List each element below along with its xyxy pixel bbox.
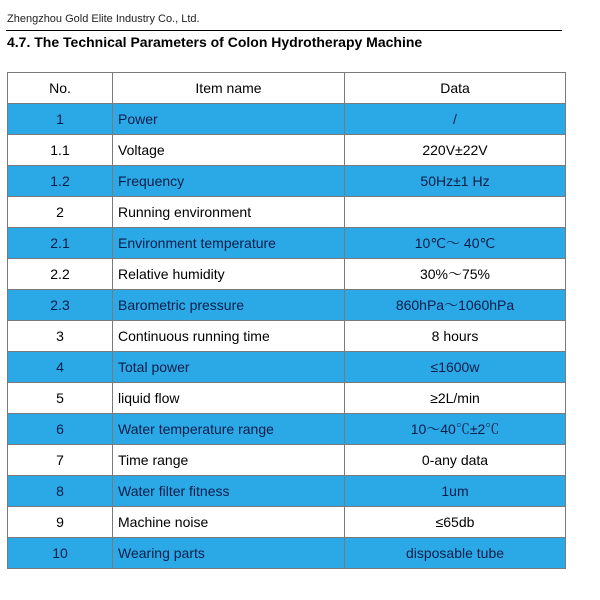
cell-item-name: Environment temperature [113, 228, 345, 259]
table-row [8, 445, 566, 476]
technical-parameters-table [7, 72, 566, 569]
cell-no: 7 [8, 445, 113, 476]
cell-item-name: Wearing parts [113, 538, 345, 569]
cell-data: ≤65db [345, 507, 566, 538]
cell-data: 0-any data [345, 445, 566, 476]
cell-data: 1um [345, 476, 566, 507]
cell-item-name: Total power [113, 352, 345, 383]
table-row [8, 135, 566, 166]
cell-no: 6 [8, 414, 113, 445]
cell-item-name: Continuous running time [113, 321, 345, 352]
table-row [8, 538, 566, 569]
cell-no: 5 [8, 383, 113, 414]
cell-data: 8 hours [345, 321, 566, 352]
section-title: 4.7. The Technical Parameters of Colon Hydrotherapy Machine [7, 34, 423, 50]
company-name: Zhengzhou Gold Elite Industry Co., Ltd. [7, 13, 200, 25]
cell-data: 860hPa～1060hPa [345, 290, 566, 321]
column-header-item-name: Item name [113, 73, 345, 104]
column-header-no: No. [8, 73, 113, 104]
cell-item-name: Relative humidity [113, 259, 345, 290]
cell-item-name: Water filter fitness [113, 476, 345, 507]
cell-data: ≥2L/min [345, 383, 566, 414]
table-row [8, 290, 566, 321]
cell-no: 2.1 [8, 228, 113, 259]
cell-data: 30%～75% [345, 259, 566, 290]
table-header-row [8, 73, 566, 104]
cell-no: 1.1 [8, 135, 113, 166]
cell-data: 10℃～ 40℃ [345, 228, 566, 259]
cell-no: 2 [8, 197, 113, 228]
cell-no: 1 [8, 104, 113, 135]
cell-item-name: Barometric pressure [113, 290, 345, 321]
table-row [8, 352, 566, 383]
cell-item-name: Power [113, 104, 345, 135]
header-rule [6, 30, 562, 31]
cell-item-name: Water temperature range [113, 414, 345, 445]
table-row [8, 414, 566, 445]
cell-no: 9 [8, 507, 113, 538]
table-row [8, 383, 566, 414]
table-row [8, 507, 566, 538]
table-row [8, 476, 566, 507]
column-header-data: Data [345, 73, 566, 104]
table-row [8, 104, 566, 135]
cell-no: 4 [8, 352, 113, 383]
cell-no: 1.2 [8, 166, 113, 197]
cell-no: 3 [8, 321, 113, 352]
table-body [8, 104, 566, 569]
table-row [8, 166, 566, 197]
cell-item-name: Running environment [113, 197, 345, 228]
cell-item-name: Time range [113, 445, 345, 476]
cell-item-name: liquid flow [113, 383, 345, 414]
cell-data: 10～40℃±2℃ [345, 414, 566, 445]
cell-data: 220V±22V [345, 135, 566, 166]
cell-data [345, 197, 566, 228]
cell-item-name: Machine noise [113, 507, 345, 538]
cell-no: 8 [8, 476, 113, 507]
cell-item-name: Frequency [113, 166, 345, 197]
table-row [8, 259, 566, 290]
cell-item-name: Voltage [113, 135, 345, 166]
cell-data: / [345, 104, 566, 135]
cell-no: 10 [8, 538, 113, 569]
cell-data: disposable tube [345, 538, 566, 569]
table-row [8, 228, 566, 259]
cell-no: 2.2 [8, 259, 113, 290]
cell-no: 2.3 [8, 290, 113, 321]
cell-data: ≤1600w [345, 352, 566, 383]
cell-data: 50Hz±1 Hz [345, 166, 566, 197]
table-row [8, 321, 566, 352]
table-row [8, 197, 566, 228]
